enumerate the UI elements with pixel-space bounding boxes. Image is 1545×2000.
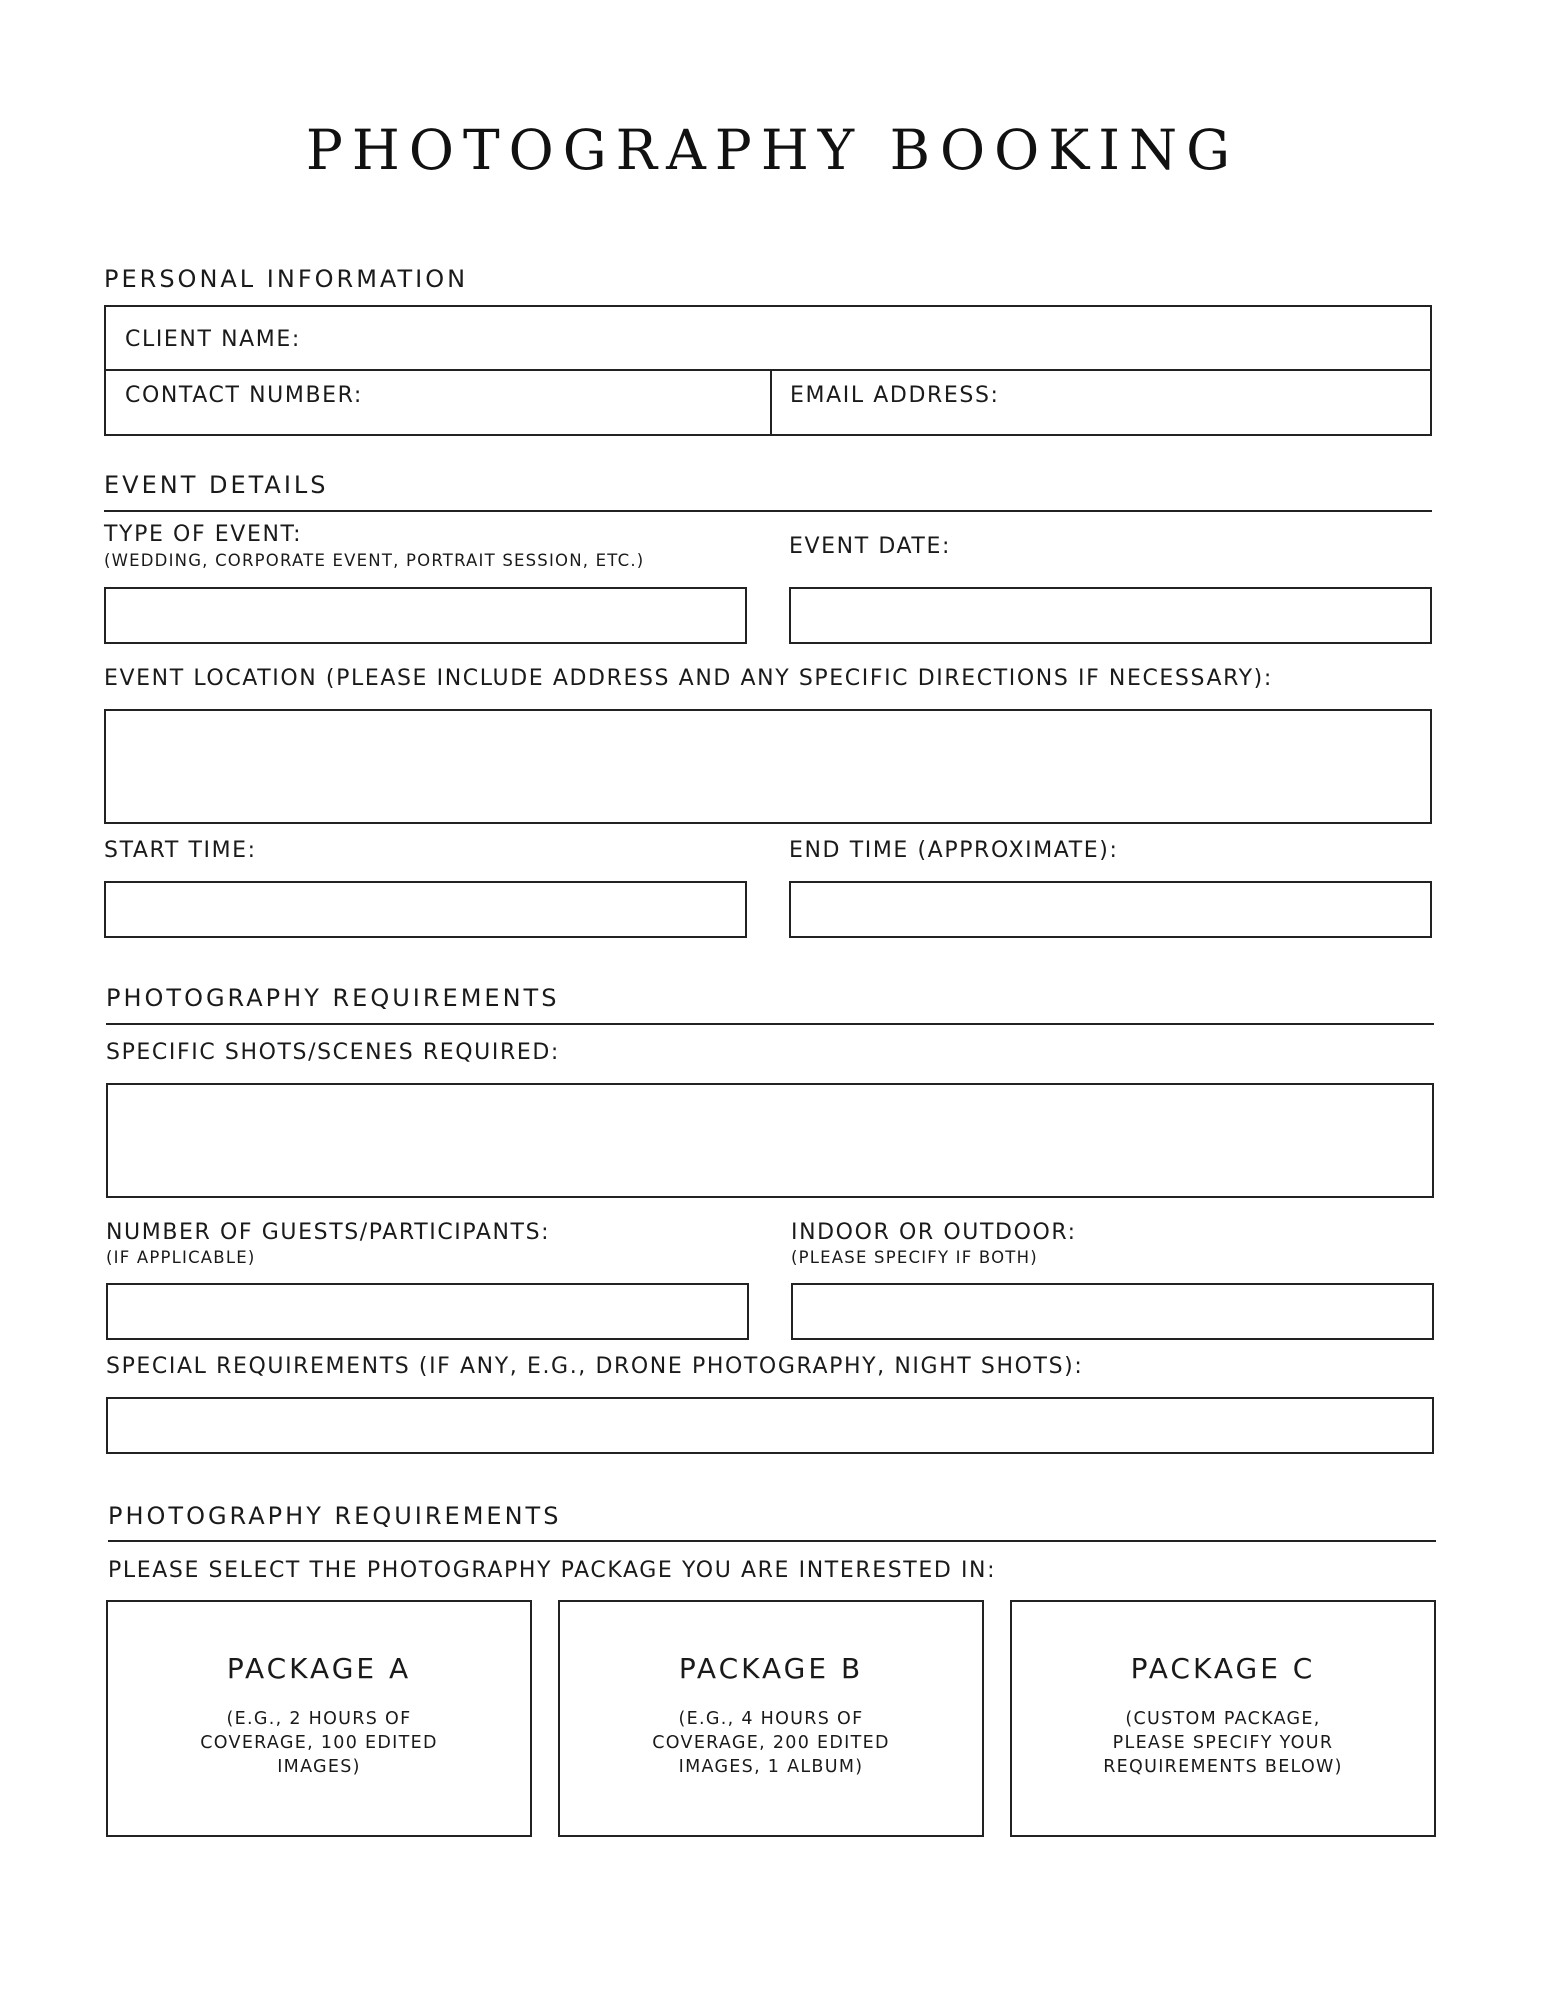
package-prompt: PLEASE SELECT THE PHOTOGRAPHY PACKAGE YOU ARE INTERESTED IN: <box>108 1558 997 1583</box>
event-location-input[interactable] <box>104 709 1432 824</box>
number-of-guests-label: NUMBER OF GUESTS/PARTICIPANTS: <box>106 1220 551 1245</box>
package-b-option[interactable] <box>558 1600 984 1837</box>
package-a-option[interactable] <box>106 1600 532 1837</box>
contact-number-field[interactable]: CONTACT NUMBER: <box>125 383 363 408</box>
personal-info-table <box>104 305 1432 436</box>
email-address-field[interactable]: EMAIL ADDRESS: <box>790 383 1000 408</box>
end-time-label: END TIME (APPROXIMATE): <box>789 838 1119 863</box>
indoor-outdoor-label: INDOOR OR OUTDOOR: <box>791 1220 1077 1245</box>
section-photography-packages: PHOTOGRAPHY REQUIREMENTS <box>108 1502 562 1530</box>
section-photography-requirements: PHOTOGRAPHY REQUIREMENTS <box>106 984 560 1012</box>
client-name-field[interactable]: CLIENT NAME: <box>125 327 301 352</box>
section-personal-information: PERSONAL INFORMATION <box>104 265 469 293</box>
section-event-details: EVENT DETAILS <box>104 471 329 499</box>
type-of-event-input[interactable] <box>104 587 747 644</box>
event-date-label: EVENT DATE: <box>789 534 951 559</box>
number-of-guests-input[interactable] <box>106 1283 749 1340</box>
end-time-input[interactable] <box>789 881 1432 938</box>
package-description: (CUSTOM PACKAGE, PLEASE SPECIFY YOUR REQUIREMENTS BELOW) <box>1103 1709 1343 1777</box>
package-title: PACKAGE C <box>1130 1652 1316 1685</box>
section-divider <box>106 1023 1434 1025</box>
start-time-input[interactable] <box>104 881 747 938</box>
specific-shots-input[interactable] <box>106 1083 1434 1198</box>
package-title: PACKAGE B <box>678 1652 864 1685</box>
package-title: PACKAGE A <box>226 1652 412 1685</box>
event-location-label: EVENT LOCATION (PLEASE INCLUDE ADDRESS AND ANY SPECIFIC DIRECTIONS IF NECESSARY): <box>104 666 1273 691</box>
special-requirements-label: SPECIAL REQUIREMENTS (IF ANY, E.G., DRONE PHOTOGRAPHY, NIGHT SHOTS): <box>106 1354 1084 1379</box>
indoor-outdoor-input[interactable] <box>791 1283 1434 1340</box>
page-title: PHOTOGRAPHY BOOKING <box>305 118 1240 182</box>
start-time-label: START TIME: <box>104 838 257 863</box>
indoor-outdoor-hint: (PLEASE SPECIFY IF BOTH) <box>791 1248 1038 1267</box>
type-of-event-hint: (WEDDING, CORPORATE EVENT, PORTRAIT SESSION, ETC.) <box>104 551 645 570</box>
section-divider <box>108 1540 1436 1542</box>
number-of-guests-hint: (IF APPLICABLE) <box>106 1248 256 1267</box>
special-requirements-input[interactable] <box>106 1397 1434 1454</box>
specific-shots-label: SPECIFIC SHOTS/SCENES REQUIRED: <box>106 1040 560 1065</box>
section-divider <box>104 510 1432 512</box>
event-date-input[interactable] <box>789 587 1432 644</box>
table-column-divider <box>770 369 772 434</box>
package-c-option[interactable] <box>1010 1600 1436 1837</box>
type-of-event-label: TYPE OF EVENT: <box>104 522 303 547</box>
package-description: (E.G., 4 HOURS OF COVERAGE, 200 EDITED IMAGES, 1 ALBUM) <box>652 1709 890 1777</box>
package-description: (E.G., 2 HOURS OF COVERAGE, 100 EDITED IMAGES) <box>200 1709 438 1777</box>
table-row-divider <box>106 369 1430 371</box>
